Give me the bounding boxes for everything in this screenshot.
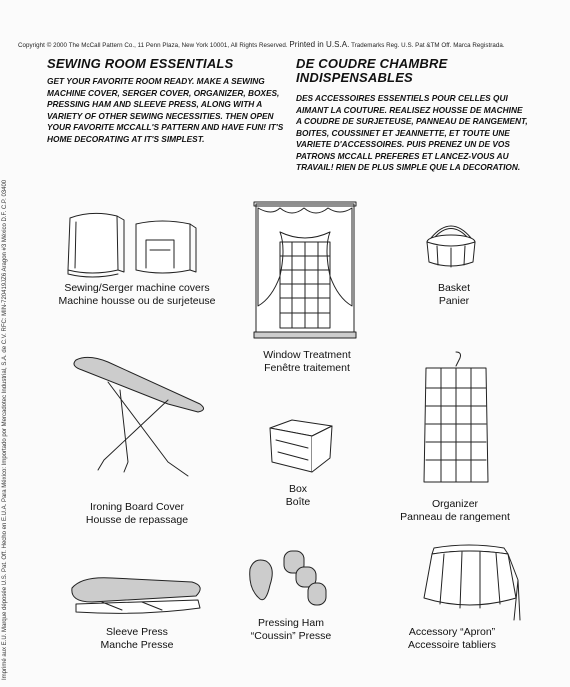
- english-body: [47, 76, 283, 145]
- english-line: YOUR FAVORITE MCCALL'S PATTERN AND HAVE FUN! IT'S: [47, 122, 284, 132]
- caption-pressing-ham: [251, 617, 332, 643]
- caption-fr: “Coussin” Presse: [250, 630, 332, 642]
- english-heading: SEWING ROOM ESSENTIALS: [47, 56, 234, 71]
- caption-en: Box: [288, 483, 308, 495]
- sleeve-press-illustration: [62, 572, 212, 622]
- caption-fr: Boîte: [285, 496, 311, 508]
- caption-window-treatment: [263, 349, 351, 375]
- english-line: VARIETY OF OTHER SEWING NECESSITIES. THEN OPEN: [47, 110, 274, 121]
- pressing-ham-illustration: [244, 545, 334, 620]
- caption-fr: Panneau de rangement: [400, 511, 510, 523]
- caption-sleeve-press: [101, 626, 174, 652]
- caption-en: Ironing Board Cover: [90, 501, 184, 513]
- machine-covers-illustration: [62, 210, 212, 280]
- caption-fr: Manche Presse: [100, 639, 174, 651]
- english-line: HOME DECORATING AT IT'S SIMPLEST.: [47, 133, 205, 144]
- apron-illustration: [414, 540, 524, 625]
- caption-fr: Fenêtre traitement: [264, 362, 350, 374]
- trademark-text: Trademarks Reg. U.S. Pat &TM Off. Marca Registrada.: [351, 42, 505, 49]
- box-illustration: [264, 418, 344, 478]
- english-line: MACHINE COVER, SERGER COVER, ORGANIZER, BOXES,: [47, 87, 280, 98]
- copyright-line: [18, 40, 505, 49]
- window-treatment-illustration: [250, 198, 360, 343]
- caption-en: Accessory “Apron”: [408, 626, 496, 638]
- caption-organizer: [400, 498, 510, 524]
- french-line: BOITES, COUSSINET ET JEANNETTE, ET TOUTE UNE: [296, 127, 510, 138]
- french-body: [296, 93, 528, 174]
- french-line: VARIETE D'ACCESSOIRES. PUIS PRENEZ UN DE VOS: [296, 139, 510, 149]
- caption-en: Sewing/Serger machine covers: [64, 282, 210, 294]
- french-heading: [296, 57, 447, 85]
- english-line: GET YOUR FAVORITE ROOM READY. MAKE A SEWING: [47, 76, 265, 86]
- french-line: PATRONS MCCALL PREFERES ET LANCEZ-VOUS AU: [296, 150, 509, 161]
- french-line: DES ACCESSOIRES ESSENTIELS POUR CELLES QUI: [296, 93, 508, 103]
- basket-illustration: [421, 216, 481, 276]
- french-heading-line: DE COUDRE CHAMBRE: [296, 56, 448, 71]
- side-legal-text: Imprimé aux E.U. Marque déposée U.S. Pat. Off. Hecho en E.U.A. Para México: Importado por Mercadotec Industrial, S.A. de C.V. RFC: MIN-720419JZ6 Aragon #3 México D.F. C.P. 03400: [2, 179, 8, 680]
- organizer-illustration: [416, 350, 496, 490]
- caption-box: [286, 483, 311, 509]
- caption-fr: Accessoire tabliers: [407, 639, 497, 651]
- french-line: A COUDRE DE SURJETEUSE, PANNEAU DE RANGEMENT,: [296, 116, 528, 126]
- caption-en: Pressing Ham: [258, 617, 324, 629]
- caption-en: Sleeve Press: [106, 626, 168, 638]
- caption-fr: Machine housse ou de surjeteuse: [58, 295, 216, 307]
- caption-en: Organizer: [431, 498, 479, 510]
- french-heading-line: INDISPENSABLES: [296, 70, 413, 85]
- english-line: PRESSING HAM AND SLEEVE PRESS, ALONG WITH A: [47, 99, 263, 109]
- caption-basket: [438, 282, 470, 308]
- printed-in: Printed in U.S.A.: [289, 40, 350, 49]
- caption-fr: Panier: [438, 295, 470, 307]
- copyright-text: Copyright © 2000 The McCall Pattern Co., 11 Penn Plaza, New York 10001, All Rights Reserved.: [18, 42, 288, 49]
- french-line: AIMANT LA COUTURE. REALISEZ HOUSSE DE MACHINE: [296, 104, 523, 115]
- caption-machine-covers: [58, 282, 215, 308]
- caption-en: Window Treatment: [263, 349, 351, 361]
- caption-apron: [408, 626, 496, 652]
- caption-en: Basket: [437, 282, 471, 294]
- french-line: TRAVAIL! RIEN DE PLUS SIMPLE QUE LA DECORATION.: [296, 162, 521, 172]
- caption-ironing-board: [86, 501, 188, 527]
- caption-fr: Housse de repassage: [85, 514, 189, 526]
- ironing-board-illustration: [68, 352, 208, 482]
